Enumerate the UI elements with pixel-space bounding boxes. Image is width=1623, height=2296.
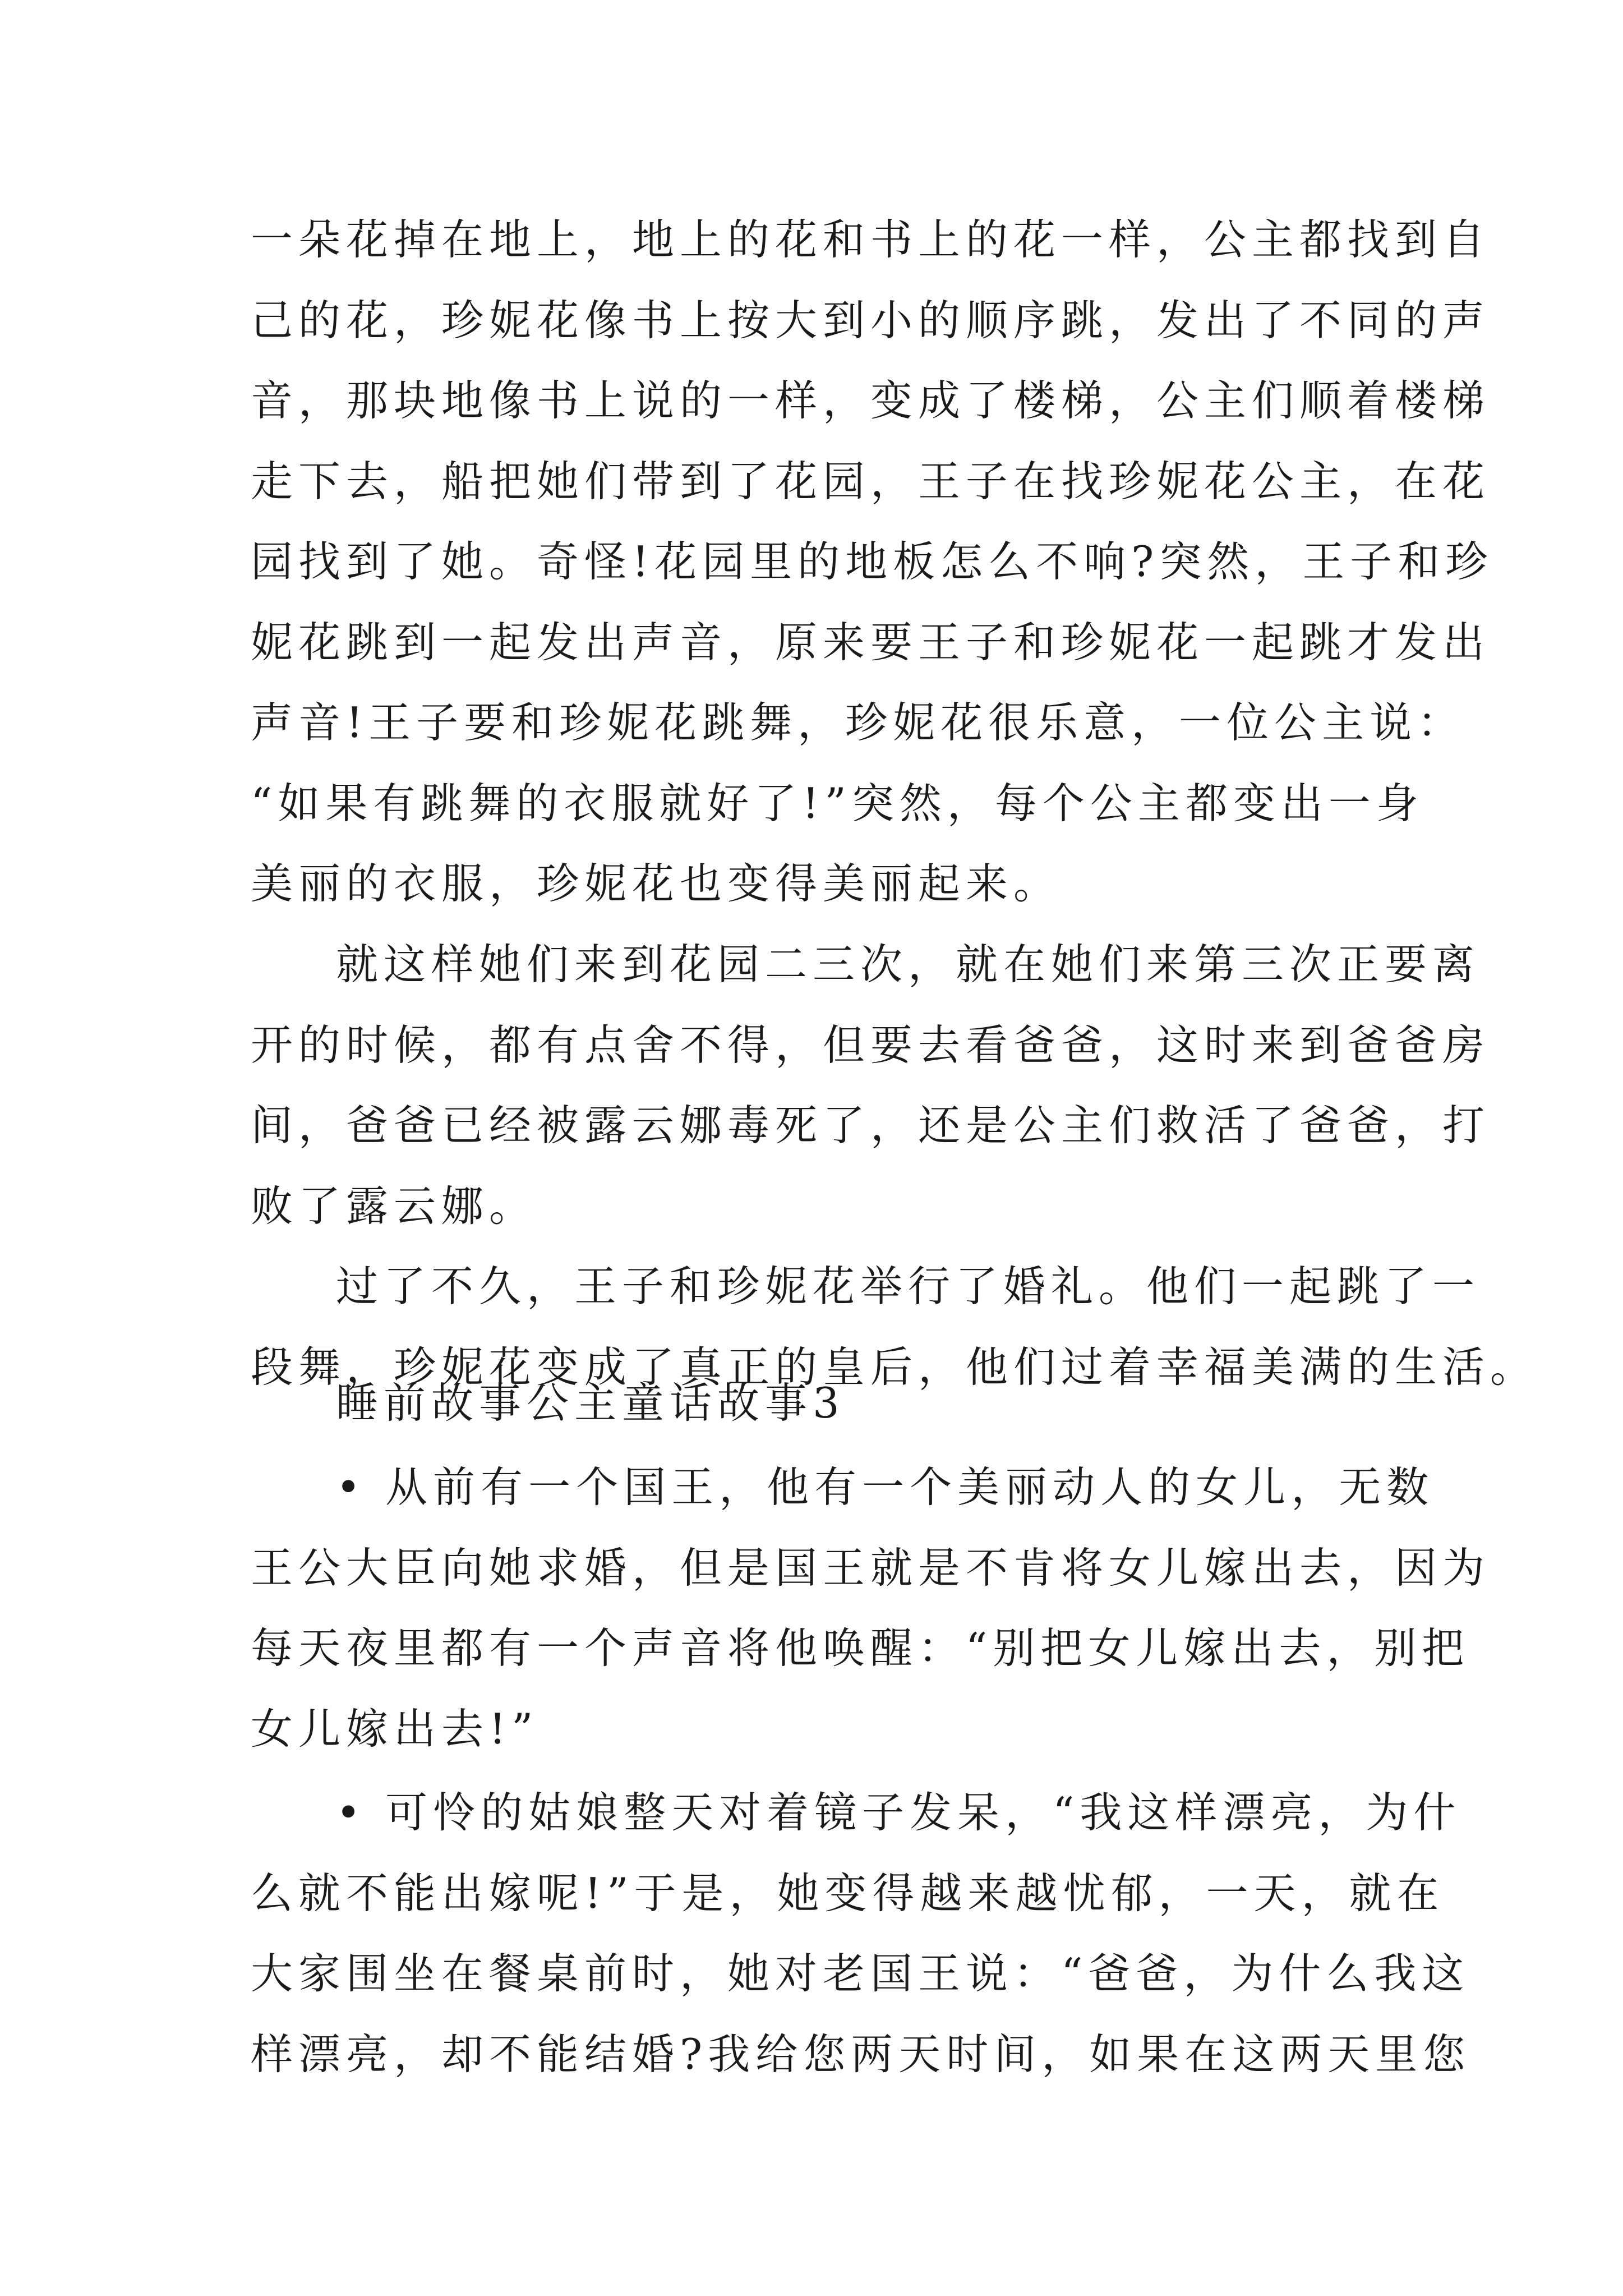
text-line: 园找到了她。奇怪!花园里的地板怎么不响?突然，王子和珍 [251,537,1493,586]
text-line: 王公大臣向她求婚，但是国王就是不肯将女儿嫁出去，因为 [251,1543,1491,1593]
text-line: 一朵花掉在地上，地上的花和书上的花一样，公主都找到自 [251,215,1491,264]
text-line: 走下去，船把她们带到了花园，王子在找珍妮花公主，在花 [251,456,1491,506]
bullet-text-line: • 从前有一个国王，他有一个美丽动人的女儿，无数 [336,1462,1435,1512]
text-line: 己的花，珍妮花像书上按大到小的顺序跳，发出了不同的声 [251,295,1491,345]
text-line: 开的时候，都有点舍不得，但要去看爸爸，这时来到爸爸房 [251,1020,1491,1070]
text-line: 女儿嫁出去!” [251,1704,539,1754]
bullet-paragraph-2 [251,1773,1471,2095]
text-line: 么就不能出嫁呢!”于是，她变得越来越忧郁，一天，就在 [251,1868,1445,1918]
text-line: 美丽的衣服，珍妮花也变得美丽起来。 [251,859,1062,908]
story-paragraph-1 [251,200,1493,924]
text-line: 每天夜里都有一个声音将他唤醒：“别把女儿嫁出去，别把 [251,1623,1470,1673]
text-line: 败了露云娜。 [251,1181,537,1231]
text-line: 大家围坐在餐桌前时，她对老国王说：“爸爸，为什么我这 [251,1949,1470,1998]
bullet-paragraph-1 [251,1447,1491,1769]
story-paragraph-2 [251,924,1491,1246]
text-line: 就这样她们来到花园二三次，就在她们来第三次正要离 [336,940,1481,989]
text-line: 过了不久，王子和珍妮花举行了婚礼。他们一起跳了一 [336,1262,1481,1311]
text-line: 段舞，珍妮花变成了真正的皇后，他们过着幸福美满的生活。 [251,1342,1538,1392]
text-line: 妮花跳到一起发出声音，原来要王子和珍妮花一起跳才发出 [251,617,1491,667]
text-line: “如果有跳舞的衣服就好了!”突然，每个公主都变出一身 [251,778,1424,828]
section-heading: 睡前故事公主童话故事3 [336,1378,845,1428]
text-line: 声音!王子要和珍妮花跳舞，珍妮花很乐意，一位公主说： [251,698,1465,747]
bullet-text-line: • 可怜的姑娘整天对着镜子发呆，“我这样漂亮，为什 [336,1788,1461,1837]
text-line: 间，爸爸已经被露云娜毒死了，还是公主们救活了爸爸，打 [251,1101,1491,1150]
text-line: 音，那块地像书上说的一样，变成了楼梯，公主们顺着楼梯 [251,376,1491,425]
text-line: 样漂亮，却不能结婚?我给您两天时间，如果在这两天里您 [251,2029,1471,2079]
